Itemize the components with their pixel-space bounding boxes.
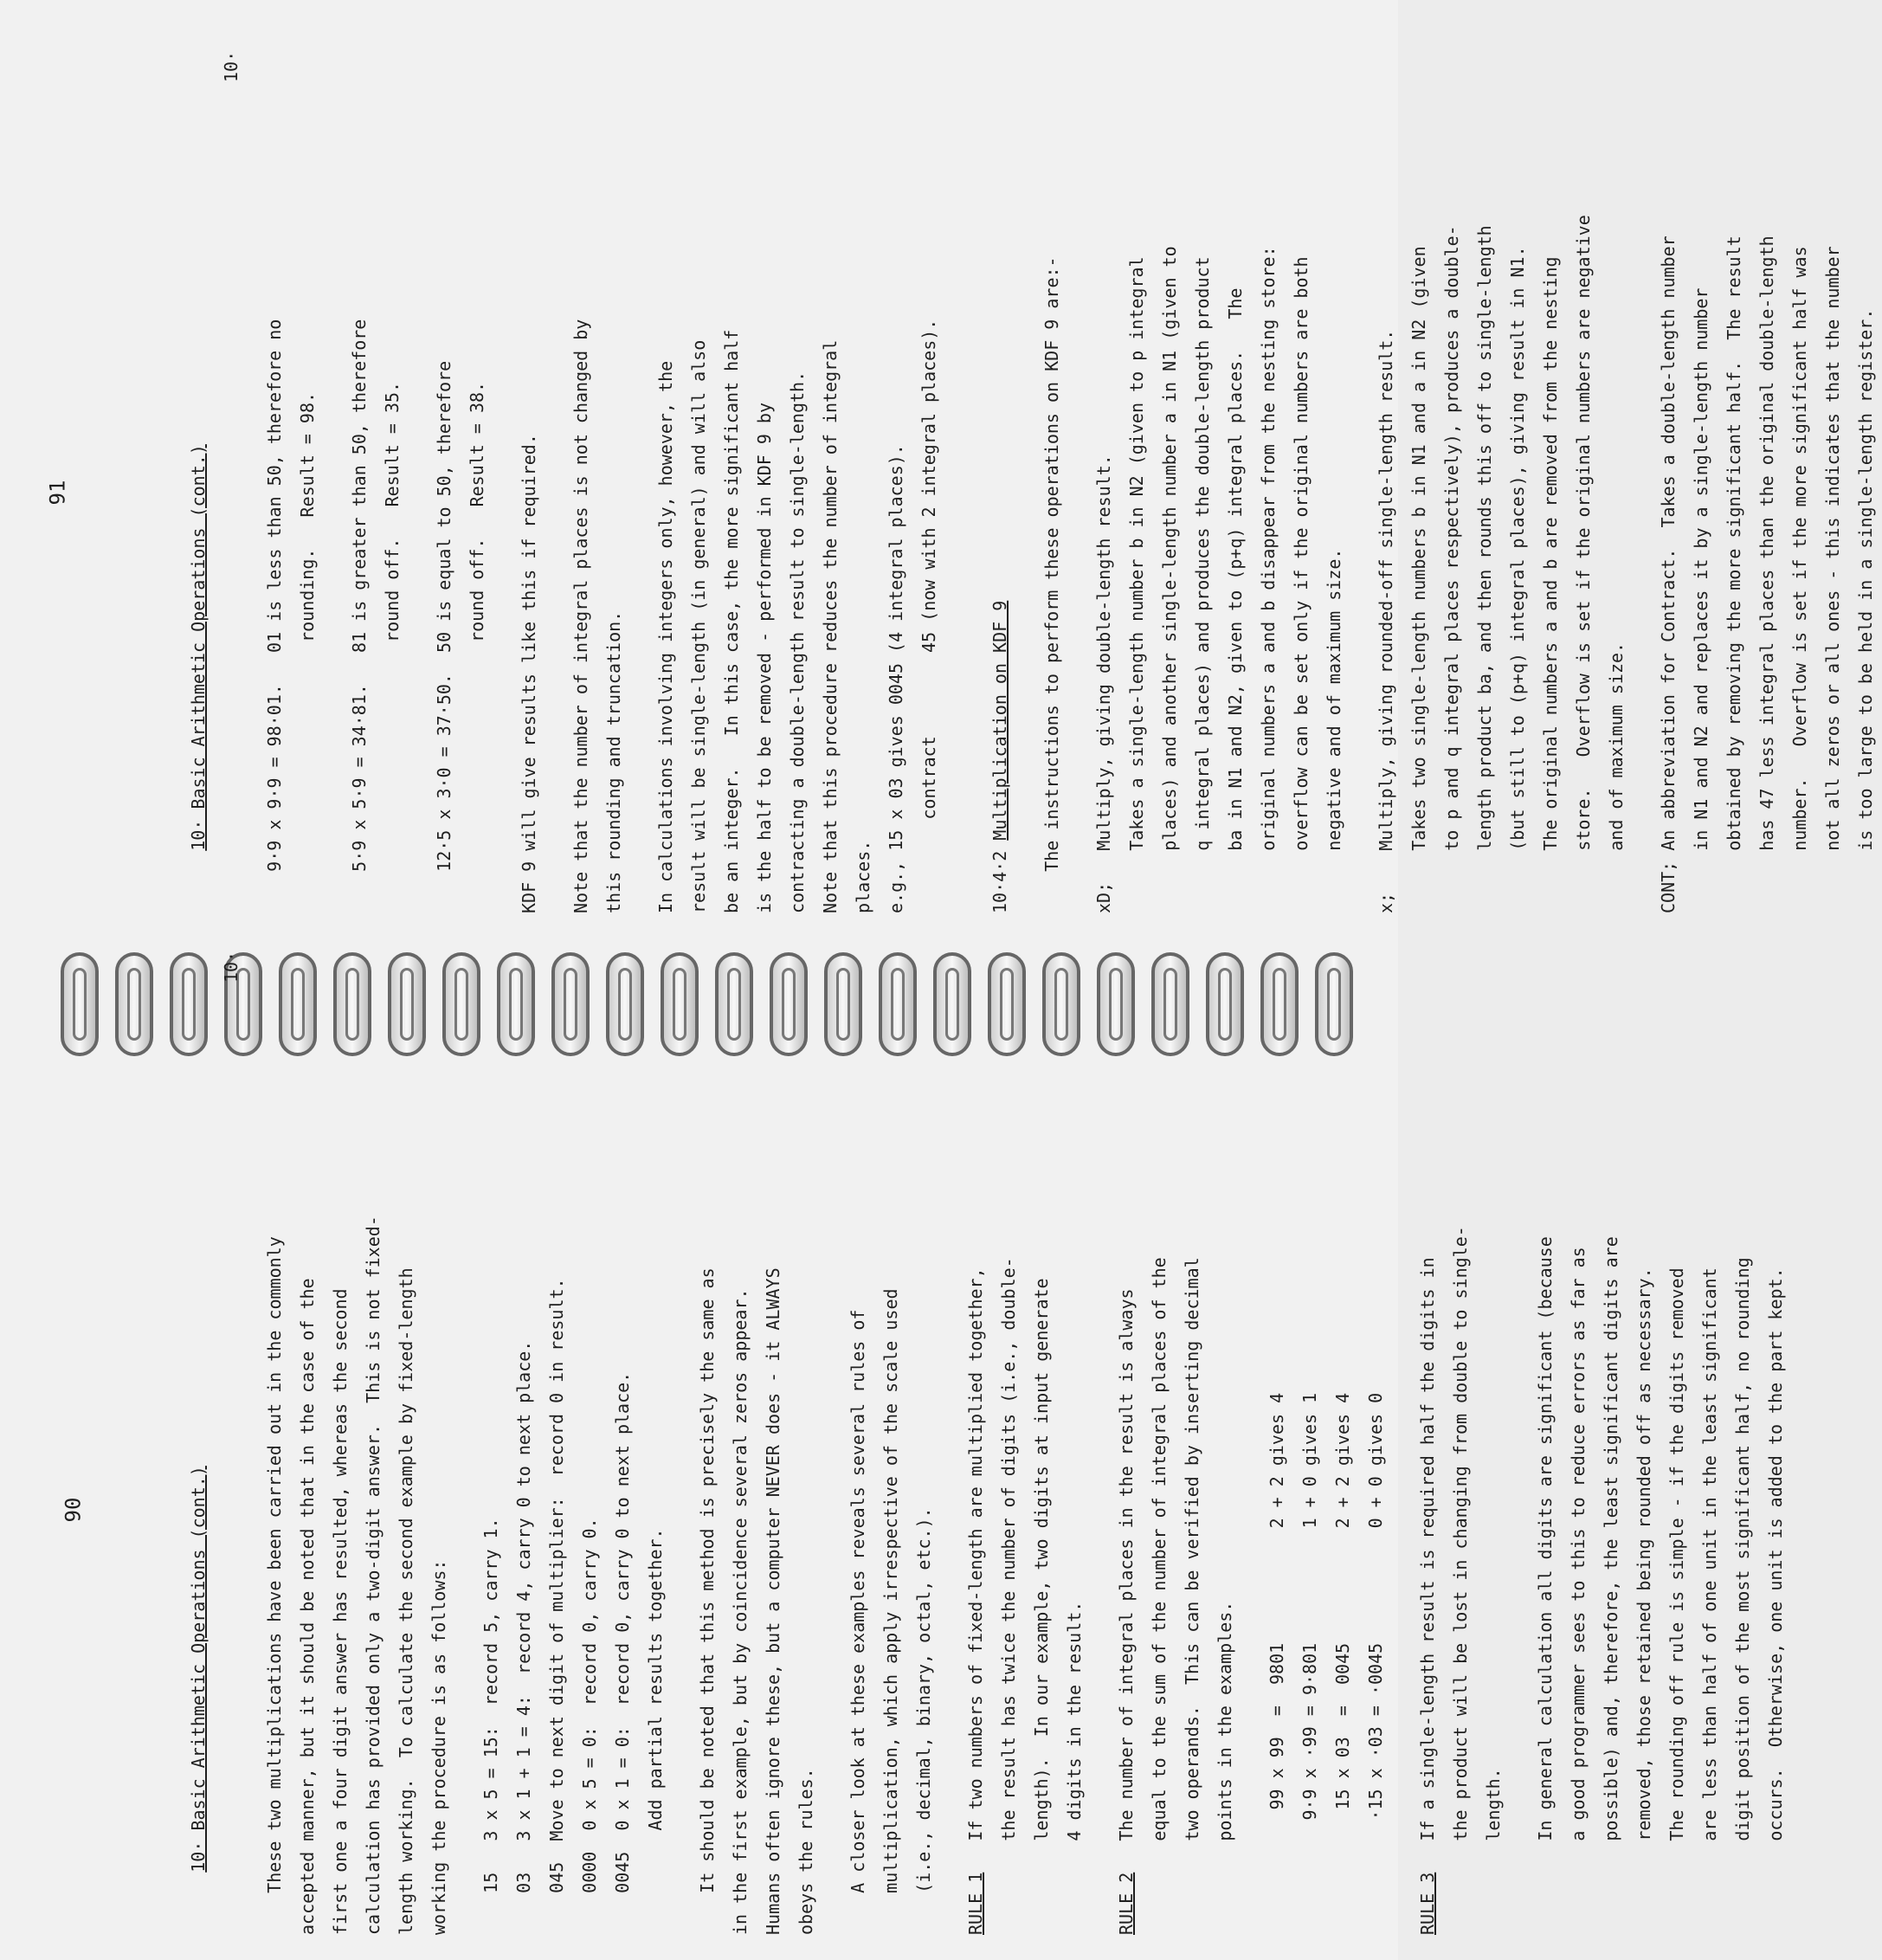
text-line: original numbers a and b disappear from the nesting store: [1258, 246, 1279, 913]
text-line: obtained by removing the more significant half. The result [1724, 235, 1744, 913]
text-line: first one a four digit answer has resulted, whereas the second [330, 1288, 351, 1935]
text-line [1241, 913, 1260, 1935]
text-line [945, 13, 964, 913]
text-line: rounding. Result = 98. [297, 391, 318, 913]
text-line: In calculations involving integers only, however, the [655, 360, 676, 913]
text-line [672, 913, 691, 1935]
text-line: negative and of maximum size. [1324, 548, 1344, 913]
text-line: the result has twice the number of digits (i.e., double- [998, 1257, 1019, 1935]
text-line [324, 13, 343, 913]
text-line [630, 13, 649, 913]
right-page-text [83, 13, 1882, 913]
text-line: x; Multiply, giving rounded-off single-length result. [1376, 329, 1396, 913]
text-line: multiplication, which apply irrespective of the scale used [880, 1288, 901, 1935]
text-line: 15 x 03 = 0045 2 + 2 gives 4 [1332, 1392, 1353, 1935]
text-line: is too large to be held in a single-length register. [1855, 308, 1876, 913]
text-line: 0045 0 x 1 = 0: record 0, carry 0 to next place. [612, 1371, 633, 1935]
text-line: two operands. This can be verified by inserting decimal [1182, 1257, 1202, 1935]
text-line: The instructions to perform these operations on KDF 9 are:- [1041, 256, 1062, 913]
text-line: A closer look at these examples reveals several rules of [848, 1309, 868, 1935]
text-line: 99 x 99 = 9801 2 + 2 gives 4 [1266, 1392, 1287, 1935]
text-line: Note that the number of integral places is not changed by [570, 319, 591, 913]
text-line [940, 913, 959, 1935]
text-line: (i.e., decimal, binary, octal, etc.). [913, 1507, 934, 1935]
right-margin-mark: 10· [221, 50, 242, 82]
text-line [1016, 13, 1035, 913]
text-line: These two multiplications have been carried out in the commonly [264, 1236, 285, 1935]
text-line [545, 13, 564, 913]
text-line: store. Overflow is set if the original numbers are negative [1573, 215, 1594, 913]
text-line: The rounding off rule is simple - if the digits removed [1666, 1267, 1687, 1935]
text-line: equal to the sum of the number of integral places of the [1149, 1257, 1170, 1935]
right-page-number: 91 [45, 480, 70, 506]
text-line: 10·4·2 Multiplication on KDF 9 [989, 600, 1010, 913]
text-line: occurs. Otherwise, one unit is added to the part kept. [1765, 1267, 1786, 1935]
text-line: to p and q integral places respectively), produces a double- [1441, 225, 1462, 913]
text-line: 9·9 x 9·9 = 98·01. 01 is less than 50, therefore no [264, 319, 285, 913]
text-line: a good programmer sees to this to reduce errors as far as [1568, 1247, 1589, 1935]
text-line: 03 3 x 1 + 1 = 4: record 4, carry 0 to next place. [513, 1340, 534, 1935]
text-line [1392, 913, 1411, 1935]
text-line: Add partial results together. [645, 1528, 666, 1935]
text-line [409, 13, 428, 913]
text-line: number. Overflow is set if the more significant half was [1789, 246, 1810, 913]
text-line: be an integer. In this case, the more significant half [721, 329, 742, 913]
text-line [1068, 13, 1087, 913]
text-line: length working. To calculate the second example by fixed-length [396, 1267, 416, 1935]
text-line: It should be noted that this method is precisely the same as [697, 1267, 718, 1935]
text-line: accepted manner, but it should be noted that in the case of the [297, 1278, 318, 1935]
text-line: xD; Multiply, giving double-length result. [1093, 455, 1114, 913]
text-line: result will be single-length (in general) and will also [688, 339, 709, 913]
left-page-number: 90 [61, 1497, 86, 1523]
text-line: has 47 less integral places than the original double-length [1756, 235, 1777, 913]
text-line: ·15 x ·03 = ·0045 0 + 0 gives 0 [1365, 1392, 1386, 1935]
text-line: removed, those retained being rounded off as necessary. [1634, 1267, 1654, 1935]
text-line: points in the examples. [1215, 1601, 1235, 1935]
text-line: 4 digits in the result. [1064, 1601, 1085, 1935]
right-page-header: 10· Basic Arithmetic Operations (cont.) 10· [149, 13, 192, 913]
text-line: In general calculation all digits are significant (because [1535, 1236, 1556, 1935]
text-line: not all zeros or all ones - this indicates that the number [1822, 246, 1843, 913]
text-line [1091, 913, 1110, 1935]
text-line: this rounding and truncation. [603, 610, 624, 913]
text-line: calculation has provided only a two-digit answer. This is not fixed- [363, 1215, 383, 1935]
text-line: 12·5 x 3·0 = 37·50. 50 is equal to 50, therefore [434, 360, 454, 913]
text-line: 0000 0 x 5 = 0: record 0, carry 0. [579, 1518, 600, 1935]
text-line: The original numbers a and b are removed from the nesting [1540, 256, 1561, 913]
text-line: digit position of the most significant half, no rounding [1732, 1257, 1753, 1935]
text-line: obeys the rules. [796, 1768, 816, 1935]
text-line: e.g., 15 x 03 gives 0045 (4 integral places). [886, 444, 906, 913]
text-line: (but still to (p+q) integral places), giving result in N1. [1507, 246, 1528, 913]
text-line [822, 913, 841, 1935]
text-line: Note that this procedure reduces the number of integral [820, 339, 841, 913]
text-line: and of maximum size. [1606, 642, 1627, 913]
text-line [455, 913, 474, 1935]
text-line: Takes two single-length numbers b in N1 and a in N2 (given [1408, 246, 1429, 913]
text-line: is the half to be removed - performed in KDF 9 by [754, 402, 775, 913]
left-page-text [83, 913, 1792, 1935]
text-line: KDF 9 will give results like this if required. [519, 434, 539, 913]
left-page-header: 10· Basic Arithmetic Operations (cont.) 10· [149, 913, 192, 1935]
text-line: in N1 and N2 and replaces it by a single-length number [1691, 287, 1711, 913]
text-line: ba in N1 and N2, given to (p+q) integral places. The [1225, 287, 1246, 913]
text-line [1633, 13, 1652, 913]
text-line: Takes a single-length number b in N2 (given to p integral [1126, 256, 1147, 913]
text-line: possible) and, therefore, the least significant digits are [1601, 1236, 1621, 1935]
text-line: Humans often ignore these, but a computer NEVER does - it ALWAYS [763, 1267, 783, 1935]
text-line: round off. Result = 35. [382, 381, 403, 913]
text-line: are less than half of one unit in the least significant [1699, 1267, 1720, 1935]
text-line: places) and another single-length number a in N1 (given to [1159, 246, 1180, 913]
text-line: the product will be lost in changing from double to single- [1450, 1226, 1471, 1935]
text-line: RULE 2 The number of integral places in the result is always [1116, 1288, 1137, 1935]
text-line: q integral places) and produces the double-length product [1192, 256, 1213, 913]
text-line: 9·9 x ·99 = 9·801 1 + 0 gives 1 [1299, 1392, 1320, 1935]
text-line: overflow can be set only if the original numbers are both [1291, 256, 1312, 913]
text-line: length product ba, and then rounds this off to single-length [1474, 225, 1495, 913]
text-line: 045 Move to next digit of multiplier: record 0 in result. [546, 1278, 567, 1935]
text-line: in the first example, but by coincidence several zeros appear. [730, 1288, 751, 1935]
text-line: RULE 3 If a single-length result is required half the digits in [1417, 1257, 1438, 1935]
text-line: working the procedure is as follows: [429, 1559, 449, 1935]
text-line: 5·9 x 5·9 = 34·81. 81 is greater than 50, therefore [349, 319, 370, 913]
text-line: length). In our example, two digits at input generate [1031, 1278, 1052, 1935]
text-line: RULE 1 If two numbers of fixed-length are multiplied together, [965, 1267, 986, 1935]
text-line [1350, 13, 1370, 913]
text-line [964, 13, 983, 913]
text-line [1510, 913, 1529, 1935]
text-line: contracting a double-length result to single-length. [787, 371, 808, 913]
text-line: 15 3 x 5 = 15: record 5, carry 1. [480, 1518, 501, 1935]
text-line [493, 13, 512, 913]
text-line: contract 45 (now with 2 integral places). [918, 319, 939, 913]
left-margin-mark: 10· [221, 951, 242, 983]
text-line: round off. Result = 38. [467, 381, 487, 913]
text-line: length. [1483, 1768, 1504, 1935]
text-line: places. [853, 840, 873, 913]
text-line: CONT; An abbreviation for Contract. Takes a double-length number [1658, 235, 1679, 913]
